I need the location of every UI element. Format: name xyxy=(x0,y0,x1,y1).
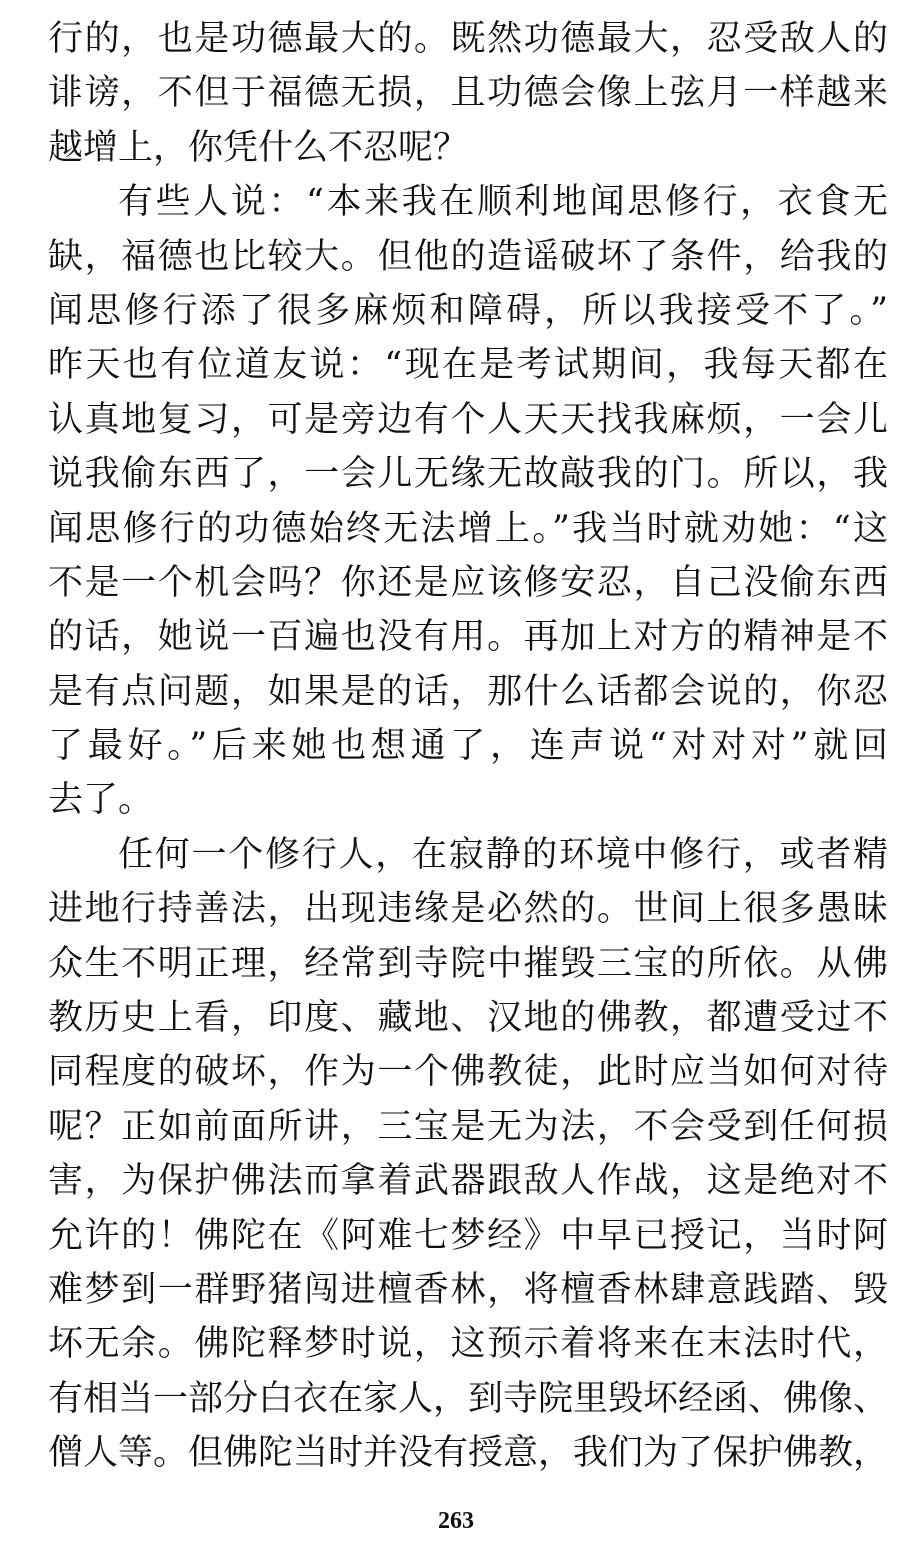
text-line: 任何一个修行人，在寂静的环境中修行，或者精 xyxy=(118,834,888,875)
text-line: 众生不明正理，经常到寺院中摧毁三宝的所依。从佛 xyxy=(48,943,888,984)
text-line: 诽谤，不但于福德无损，且功德会像上弦月一样越来 xyxy=(48,73,888,114)
text-line: 难梦到一群野猪闯进檀香林，将檀香林肆意践踏、毁 xyxy=(48,1269,888,1310)
text-line: 允许的！佛陀在《阿难七梦经》中早已授记，当时阿 xyxy=(48,1215,888,1256)
text-line: 不是一个机会吗？你还是应该修安忍，自己没偷东西 xyxy=(48,562,888,603)
text-line: 昨天也有位道友说：“现在是考试期间，我每天都在 xyxy=(48,345,888,386)
text-line: 教历史上看，印度、藏地、汉地的佛教，都遭受过不 xyxy=(48,998,888,1039)
text-line: 闻思修行添了很多麻烦和障碍，所以我接受不了。” xyxy=(48,290,888,331)
text-line: 坏无余。佛陀释梦时说，这预示着将来在末法时代， xyxy=(48,1324,888,1365)
text-line: 越增上，你凭什么不忍呢？ xyxy=(48,127,469,168)
text-line: 行的，也是功德最大的。既然功德最大，忍受敌人的 xyxy=(48,19,888,59)
text-line: 进地行持善法，出现违缘是必然的。世间上很多愚昧 xyxy=(48,889,888,930)
body-text xyxy=(48,12,888,1481)
text-line: 有相当一部分白衣在家人，到寺院里毁坏经函、佛像、 xyxy=(48,1378,888,1419)
text-line: 缺，福德也比较大。但他的造谣破坏了条件，给我的 xyxy=(48,236,888,277)
text-line: 认真地复习，可是旁边有个人天天找我麻烦，一会儿 xyxy=(48,399,888,440)
text-line: 了最好。”后来她也想通了，连声说“对对对”就回 xyxy=(48,726,888,767)
page-number: 263 xyxy=(438,1508,474,1534)
text-line: 有些人说：“本来我在顺利地闻思修行，衣食无 xyxy=(118,182,888,223)
text-line: 同程度的破坏，作为一个佛教徒，此时应当如何对待 xyxy=(48,1052,888,1093)
text-line: 害，为保护佛法而拿着武器跟敌人作战，这是绝对不 xyxy=(48,1161,888,1202)
text-line: 呢？正如前面所讲，三宝是无为法，不会受到任何损 xyxy=(48,1106,888,1147)
text-line: 僧人等。但佛陀当时并没有授意，我们为了保护佛教， xyxy=(48,1433,888,1474)
text-line: 去了。 xyxy=(48,780,154,821)
text-line: 闻思修行的功德始终无法增上。”我当时就劝她：“这 xyxy=(48,508,888,549)
text-line: 说我偷东西了，一会儿无缘无故敲我的门。所以，我 xyxy=(48,454,888,495)
text-line: 是有点问题，如果是的话，那什么话都会说的，你忍 xyxy=(48,671,888,712)
text-line: 的话，她说一百遍也没有用。再加上对方的精神是不 xyxy=(48,617,888,658)
